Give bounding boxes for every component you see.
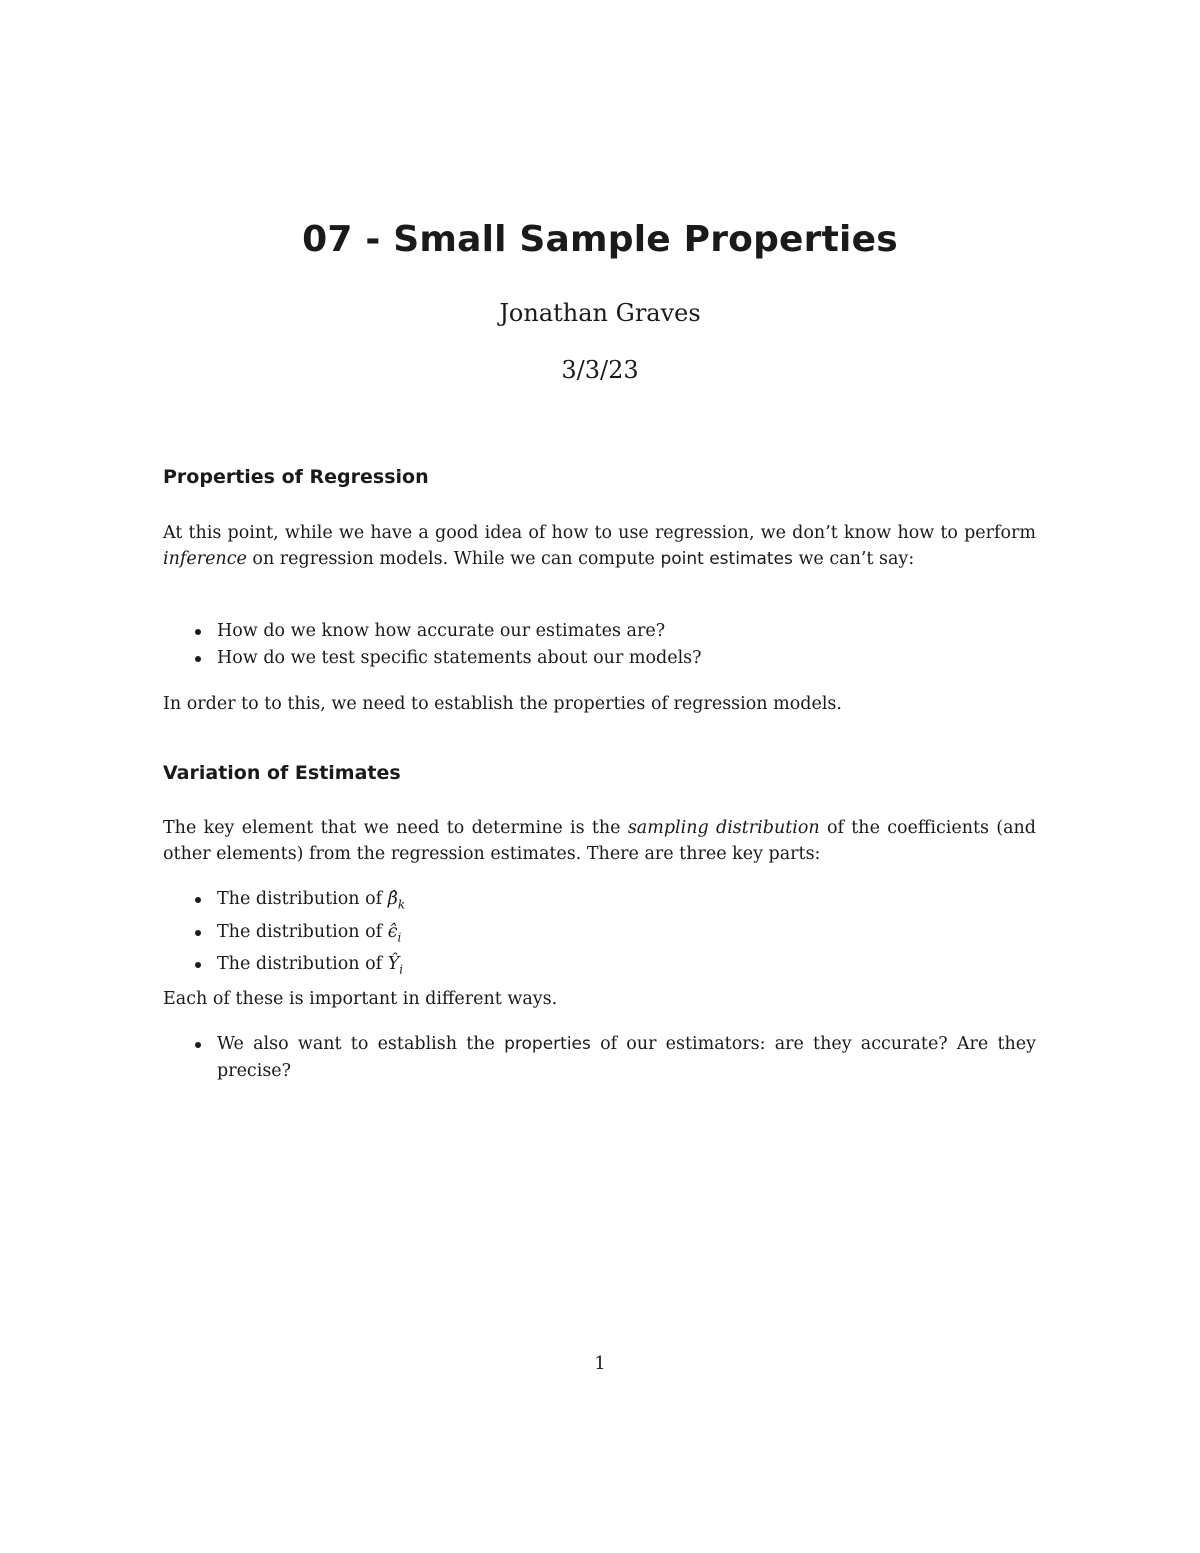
math-symbol: β̂ bbox=[387, 889, 398, 909]
list-item-text: How do we know how accurate our estimates are? bbox=[217, 621, 666, 641]
math-epsilon-hat bbox=[388, 922, 402, 942]
section-1-intro-paragraph bbox=[163, 520, 1036, 572]
emphasis-inference: inference bbox=[163, 549, 247, 569]
document-date: 3/3/23 bbox=[561, 356, 639, 384]
list-item-text: The distribution of bbox=[217, 889, 388, 909]
strong-properties: properties bbox=[504, 1034, 591, 1054]
math-beta-hat bbox=[387, 889, 406, 912]
math-y-hat bbox=[387, 954, 404, 977]
author-name: Jonathan Graves bbox=[499, 299, 701, 327]
text-run: on regression models. While we can compute bbox=[246, 549, 661, 569]
page-number: 1 bbox=[594, 1353, 606, 1374]
list-item-text: The distribution of bbox=[217, 954, 388, 974]
section-1-closing-paragraph: In order to to this, we need to establish the properties of regression models. bbox=[163, 694, 842, 714]
text-run: of our estimators: are they accurate? Are they precise? bbox=[217, 1034, 1037, 1081]
text-run: we can’t say: bbox=[792, 549, 915, 569]
math-subscript: i bbox=[397, 930, 402, 944]
bullet-icon bbox=[195, 962, 201, 968]
section-heading-properties-of-regression: Properties of Regression bbox=[163, 466, 429, 488]
strong-point-estimates: point estimates bbox=[660, 549, 793, 569]
list-item-text: How do we test specific statements about our models? bbox=[217, 648, 702, 668]
section-2-closing-paragraph: Each of these is important in different ways. bbox=[163, 989, 558, 1009]
list-item bbox=[192, 1031, 1036, 1085]
bullet-icon bbox=[195, 656, 201, 662]
list-item bbox=[192, 645, 1036, 672]
math-symbol: Ŷ bbox=[387, 954, 400, 974]
text-run: The key element that we need to determine is the bbox=[163, 818, 628, 838]
section-2-bullet-list bbox=[192, 886, 1036, 984]
section-heading-variation-of-estimates: Variation of Estimates bbox=[163, 762, 401, 784]
section-2-extra-bullet-list bbox=[192, 1031, 1036, 1085]
section-1-bullet-list bbox=[192, 618, 1036, 672]
document-title: 07 - Small Sample Properties bbox=[302, 219, 898, 260]
text-run: of the coefficients (and other elements) from the regression estimates. There are three key parts: bbox=[163, 818, 1037, 864]
bullet-icon bbox=[195, 1042, 201, 1048]
math-symbol: ϵ̂ bbox=[387, 921, 398, 942]
text-run: At this point, while we have a good idea of how to use regression, we don’t know how to perform bbox=[163, 523, 1036, 543]
text-run: We also want to establish the bbox=[217, 1034, 505, 1054]
list-item-text: The distribution of bbox=[217, 921, 388, 942]
list-item bbox=[192, 618, 1036, 645]
math-subscript: i bbox=[399, 962, 404, 977]
list-item bbox=[192, 886, 1036, 919]
section-2-intro-paragraph bbox=[163, 815, 1036, 867]
list-item bbox=[192, 951, 1036, 984]
bullet-icon bbox=[195, 930, 201, 936]
emphasis-sampling-distribution: sampling distribution bbox=[627, 818, 820, 838]
bullet-icon bbox=[195, 897, 201, 903]
list-item bbox=[192, 919, 1036, 952]
bullet-icon bbox=[195, 629, 201, 635]
math-subscript: k bbox=[397, 897, 406, 912]
